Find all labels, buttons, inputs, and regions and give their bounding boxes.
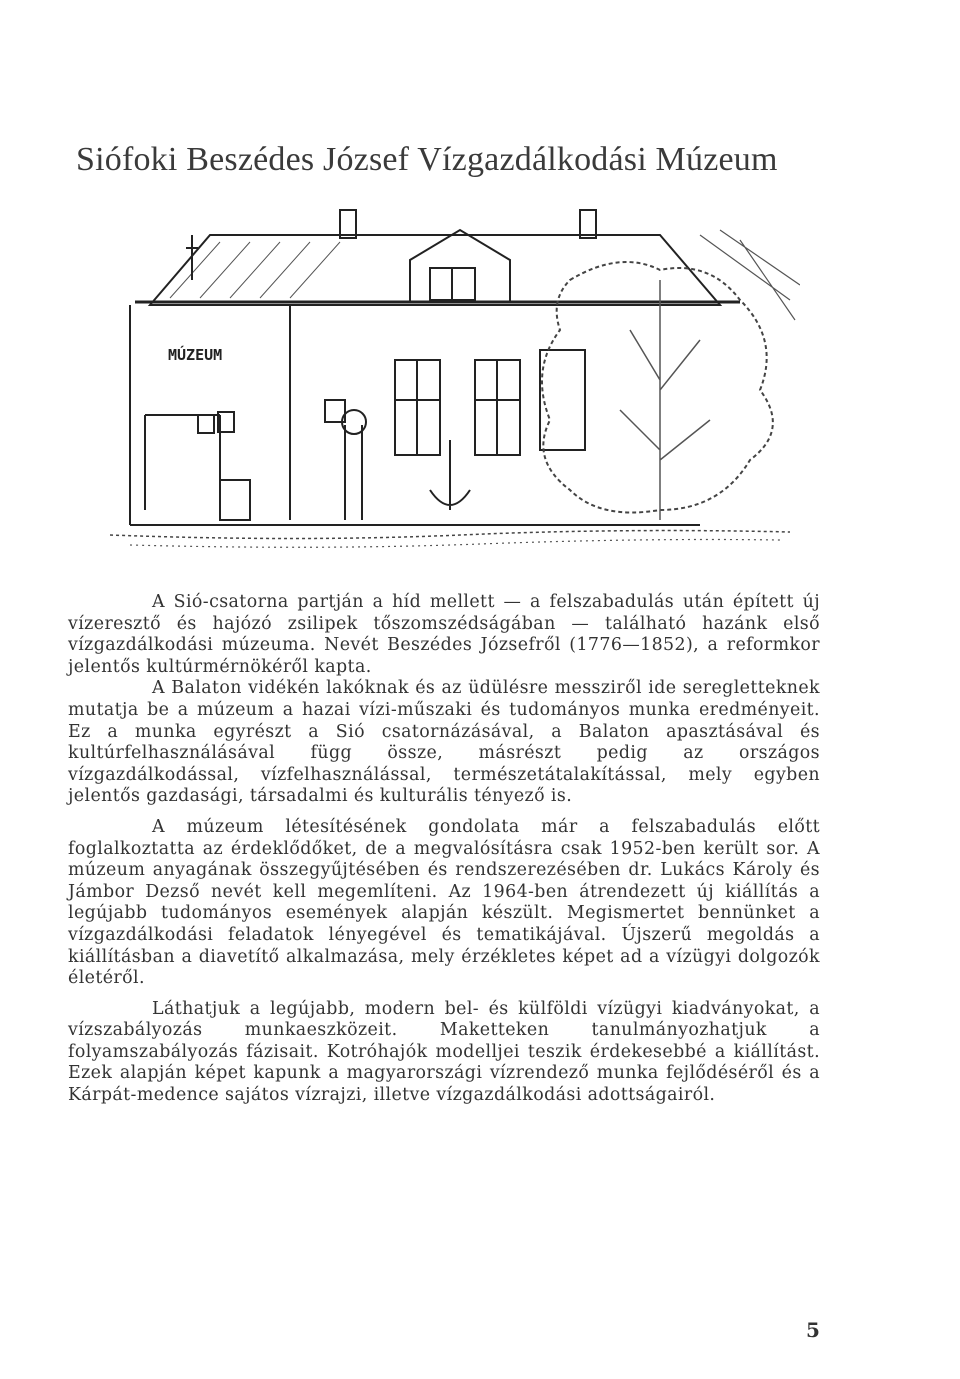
museum-sign-text: MÚZEUM [168, 346, 223, 364]
paragraph-4: Láthatjuk a legújabb, modern bel- és külföldi vízügyi kiadványokat, a vízszabályozás munkaeszközeit. Maketteken tanulmányozhatjuk a folyamszabályozás fázisait. Kotróhajók modelljei teszik érdekesebbé a kiállítást. Ezek alapján képet kapunk a magyarországi vízrendező munka fejlődéséről és a Kárpát-medence sajátos vízrajzi, illetve vízgazdálkodási adottságairól. [68, 998, 820, 1106]
paragraph-3: A múzeum létesítésének gondolata már a felszabadulás előtt foglalkoztatta az érdeklődőket, de a megvalósításra csak 1952-ben került sor. A múzeum anyagának összegyűjtésében és rendszerezésében dr. Lukács Károly és Jámbor Dezső nevét kell megemlíteni. Az 1964-ben átrendezett új kiállítás a legújabb tudományos események alapján készült. Megismertet bennünket a vízgazdálkodási feladatok lényegével és tematikájával. Újszerű megoldás a kiállításban a diavetítő alkalmazása, mely érzékletes képet ad a vízügyi dolgozók életéről. [68, 816, 820, 989]
paragraph-1: A Sió-csatorna partján a híd mellett — a felszabadulás után épített új vízeresztő és hajózó zsilipek tőszomszédságában — található hazánk első vízgazdálkodási múzeuma. Nevét Beszédes Józsefről (1776—1852), a reformkor jelentős kultúrmérnökéről kapta. [68, 592, 820, 677]
museum-illustration [100, 190, 800, 580]
page-title: Siófoki Beszédes József Vízgazdálkodási Múzeum [76, 140, 778, 178]
museum-building-drawing-icon [100, 190, 800, 580]
article-body [68, 592, 820, 1107]
page-number: 5 [806, 1318, 820, 1342]
paragraph-2: A Balaton vidékén lakóknak és az üdülésre messziről ide seregletteknek mutatja be a múzeum a hazai vízi-műszaki és tudományos munka eredményeit. Ez a munka egyrészt a Sió csatornázásával, a Balaton apasztásával és kultúrfelhasználásával függ össze, másrészt pedig az országos vízgazdálkodással, vízfelhasználással, természetátalakítással, mely egyben jelentős gazdasági, társadalmi és kulturális tényező is. [68, 678, 820, 807]
